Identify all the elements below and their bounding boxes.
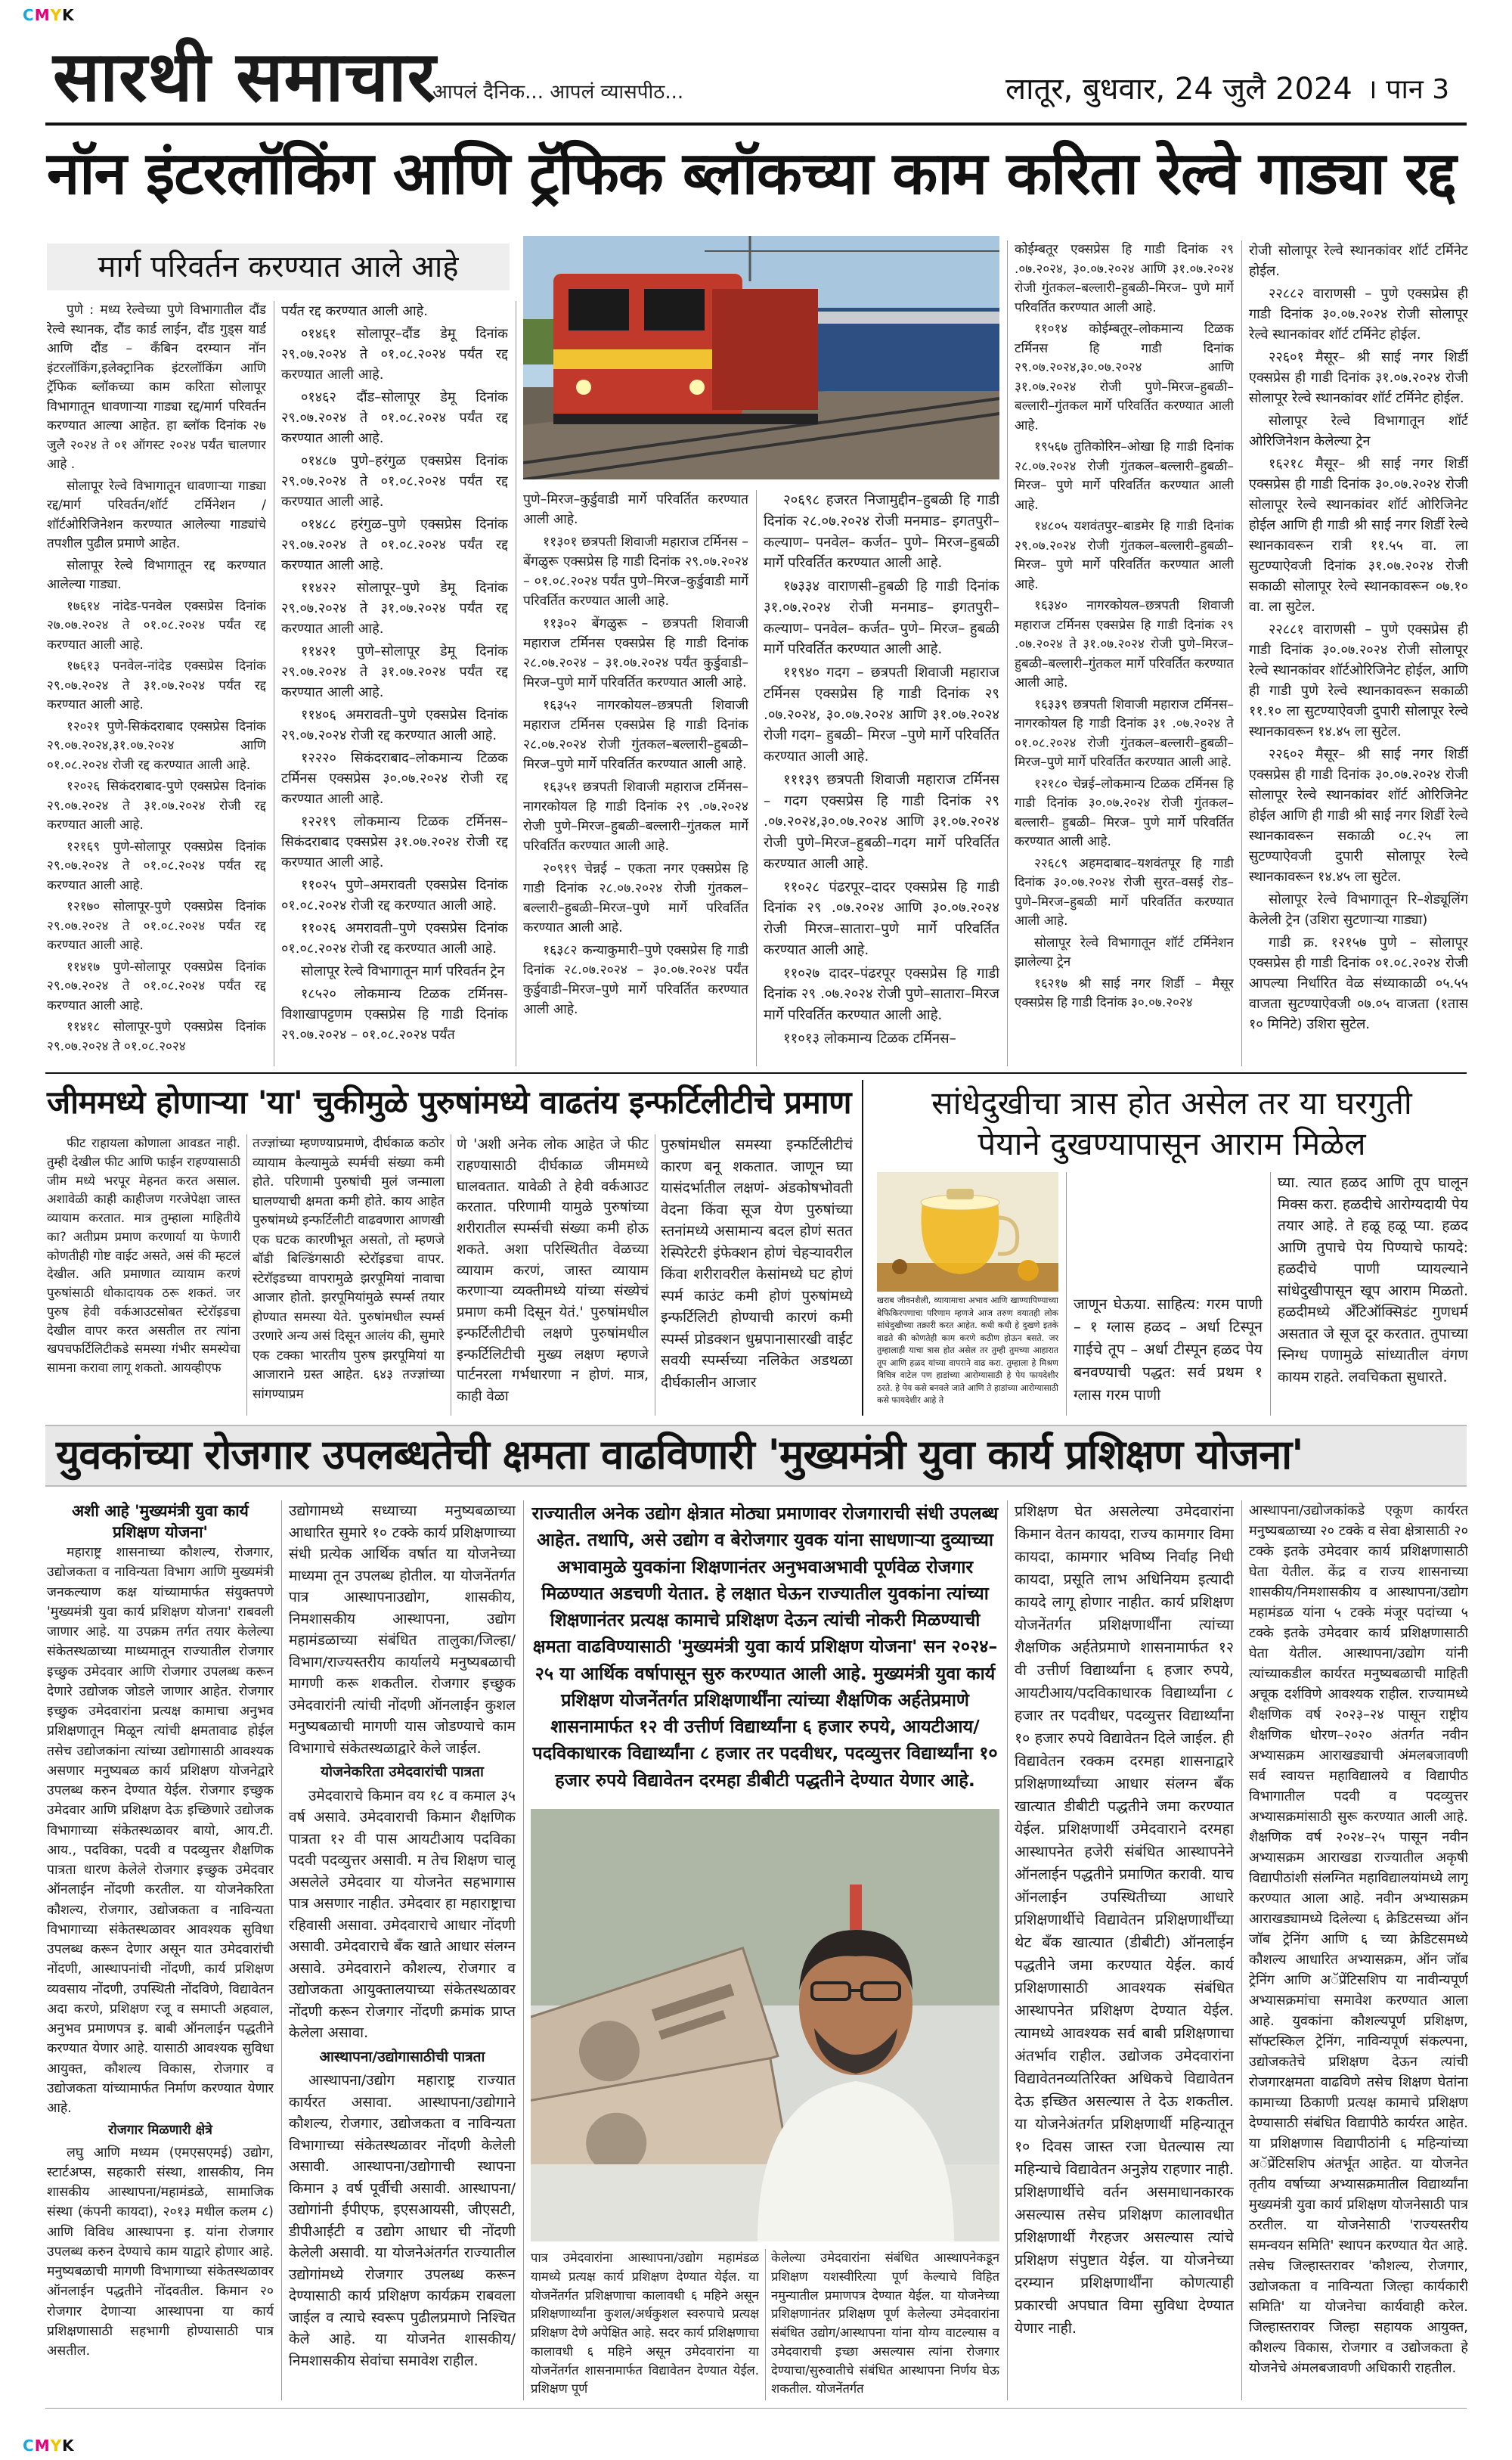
joint-pain-column-2: जाणून घेऊया. साहित्य: गरम पाणी – १ ग्लास हळद – अर्धा टिस्पून गाईचे तूप – अर्धा टीस्पून हळद पेय बनवण्याची पद्धत: सर्व प्रथम १ ग्लास गरम पाणी	[1074, 1295, 1263, 1404]
column-rule	[1007, 1500, 1008, 2400]
gym-column-1: फीट राहायला कोणाला आवडत नाही. तुम्ही देखील फीट आणि फाईन राहण्यासाठी जीम मध्ये भरपूर मेहनत करत असाल. अशावेळी काही काहीजण गरजेपेक्षा जास्त व्यायाम करतात. मात्र तुम्हाला माहितीये का? अतीप्रम प्रमाण करणार्या या फेणारी कोणतीही गोष्ट वाईट असते, असं की म्हटलं देखील. अति प्रमाणात व्यायाम करणं पुरुषांसाठी धोकादायक ठरू शकतं. जर पुरुष हेवी वर्कआउटसोबत स्टेरॉइडचा देखील वापर करत असतील तर त्यांना खपचफर्टिलिटीकडे समस्या गंभीर समस्येचा सामना करावा लागू शकतो. आयव्हीएफ	[47, 1136, 240, 1375]
masthead-rule	[45, 123, 1467, 126]
lead-headline: नॉन इंटरलॉकिंग आणि ट्रॅफिक ब्लॉकच्या काम करिता रेल्वे गाड्या रद्द	[47, 140, 1456, 208]
yojana-headline: युवकांच्या रोजगार उपलब्धतेची क्षमता वाढविणारी 'मुख्यमंत्री युवा कार्य प्रशिक्षण योजना'	[56, 1431, 1303, 1478]
joint-pain-headline-line-2: पेयाने दुखण्यापासून आराम मिळेल	[978, 1125, 1366, 1162]
turmeric-tea-photo	[877, 1172, 1058, 1292]
column-rule	[1270, 1172, 1271, 1416]
lead-column-4: २०६९८ हजरत निजामुद्दीन–हुबळी हि गाडी दिनांक २८.०७.२०२४ रोजी मनमाड– इगतपुरी– कल्याण– पनवेल– कर्जत– पुणे– मिरज–हुबळी मार्गे परिवर्तित करण्यात आली आहे. १७३३४ वाराणसी–हुबळी हि गाडी दिनांक ३१.०७.२०२४ रोजी मनमाड– इगतपुरी– कल्याण– पनवेल– कर्जत– पुणे– मिरज– हुबळी मार्गे परिवर्तित करण्यात आली आहे. ११९४० गदग – छत्रपती शिवाजी महाराज टर्मिनस एक्सप्रेस हि गाडी दिनांक २९ .०७.२०२४, ३०.०७.२०२४ आणि ३१.०७.२०२४ रोजी गदग– हुबळी– मिरज –पुणे मार्गे परिवर्तित करण्यात आली आहे. १११३९ छत्रपती शिवाजी महाराज टर्मिनस – गदग एक्सप्रेस हि गाडी दिनांक २९ .०७.२०२४,३०.०७.२०२४ आणि ३१.०७.२०२४ रोजी पुणे–मिरज–हुबळी–गदग मार्गे परिवर्तित करण्यात आली आहे. ११०२८ पंढरपूर–दादर एक्सप्रेस हि गाडी दिनांक २९ .०७.२०२४ आणि ३०.०७.२०२४ रोजी मिरज–सातारा–पुणे मार्गे परिवर्तित करण्यात आली आहे. ११०२७ दादर–पंढरपूर एक्सप्रेस हि गाडी दिनांक २९ .०७.२०२४ रोजी पुणे–सातारा–मिरज मार्गे परिवर्तित करण्यात आली आहे. ११०१३ लोकमान्य टिळक टर्मिनस–	[764, 492, 999, 1047]
print-color-mark-top: CMYK	[23, 6, 75, 24]
gym-column-2: तज्ज्ञांच्या म्हणण्याप्रमाणे, दीर्घकाळ कठोर व्यायाम केल्यामुळे स्पर्मची संख्या कमी होते. परिणामी पुरुषांची मुलं जन्माला घालण्याची क्षमता कमी होते. काय आहेत पुरुषांमध्ये इन्फर्टिलीटी वाढवणारा आणखी एक घटक कारणीभूत असतो, तो म्हणजे बॉडी बिल्डिंगसाठी स्टेरॉइडचा वापर. स्टेरॉइडच्या वापरामुळे झरपूमियां नावाचा आजार होतो. झरपूमियांमुळे स्पर्म्स तयार होण्यात समस्या येते. पुरुषांमधील स्पर्म्स उरणारे अन्य असं दिसून आलंय की, सुमारे एक टक्का भारतीय पुरुष झरपूमियां या आजाराने ग्रस्त आहेत. ६४३ तज्ज्ञांच्या सांगण्याप्रम	[253, 1136, 445, 1402]
yojana-column-2: उद्योगामध्ये सध्याच्या मनुष्यबळाच्या आधारित सुमारे १० टक्के कार्य प्रशिक्षणाच्या संधी प्रत्येक आर्थिक वर्षात या योजनेच्या माध्यमा तून उपलब्ध होतील. या योजनेंतर्गत पात्र आस्थापनाउद्योग, शासकीय, निमशासकीय आस्थापना, उद्योग महामंडळाच्या संबंधित तालुका/जिल्हा/विभाग/राज्यस्तरीय कार्यालये मनुष्यबळाची मागणी करू शकतील. रोजगार इच्छुक उमेदवारांनी त्यांची नोंदणी ऑनलाईन कुशल मनुष्यबळाची मागणी यास जोडण्याचे काम विभागाचे संकेतस्थळाद्वारे केले जाईल. योजनेकरिता उमेदवारांची पात्रता उमेदवाराचे किमान वय १८ व कमाल ३५ वर्ष असावे. उमेदवाराची किमान शैक्षणिक पात्रता १२ वी पास आयटीआय पदविका पदवी पदव्युत्तर असावी. म तेच शिक्षण चालू असलेले उमेदवार या योजनेत सहभागास पात्र असणार नाहीत. उमेदवार हा महाराष्ट्राचा रहिवासी असावा. उमेदवाराचे आधार नोंदणी असावी. उमेदवाराचे बँक खाते आधार संलग्न असावे. उमेदवाराने कौशल्य, रोजगार व उद्योजकता आयुक्तालयाच्या संकेतस्थळावर नोंदणी करून रोजगार नोंदणी क्रमांक प्राप्त केलेला असावा. आस्थापना/उद्योगासाठीची पात्रता आस्थापना/उद्योग महाराष्ट्र राज्यात कार्यरत असावा. आस्थापना/उद्योगाने कौशल्य, रोजगार, उद्योजकता व नाविन्यता विभागाच्या संकेतस्थळावर नोंदणी केलेली असावी. आस्थापना/उद्योगाची स्थापना किमान ३ वर्ष पूर्वीची असावी. आस्थापना/उद्योगांनी ईपीएफ, इएसआयसी, जीएसटी, डीपीआईटी व उद्योग आधार ची नोंदणी केलेली असावी. या योजनेअंतर्गत राज्यातील उद्योगांमध्ये रोजगार उपलब्ध करून देण्यासाठी कार्य प्रशिक्षण कार्यक्रम राबवला जाईल व त्याचे स्वरूप पुढीलप्रमाणे निश्चित केले आहे. या योजनेत शासकीय/निमशासकीय सेवांचा समावेश राहील.	[289, 1503, 516, 2369]
masthead-tagline: आपलं दैनिक... आपलं व्यासपीठ...	[432, 81, 684, 104]
joint-pain-column-3: घ्या. त्यात हळद आणि तूप घालून मिक्स करा. हळदीचे आरोग्यदायी पेय तयार आहे. ते हळू हळू प्या. हळद आणि तुपाचे पेय पिण्याचे फायदे: हळदीचे पाणी प्यायल्याने सांधेदुखीपासून खूप आराम मिळतो. हळदीमध्ये अँटिऑक्सिडंट गुणधर्म असतात जे सूज दूर करतात. तुपाच्या स्निग्ध पणामुळे सांध्यातील वंगण कायम राहते. लवचिकता सुधारते.	[1278, 1174, 1468, 1385]
lead-column-3: पुणे–मिरज–कुर्डुवाडी मार्गे परिवर्तित करण्यात आली आहे. ११३०१ छत्रपती शिवाजी महाराज टर्मिनस – बेंगळुरू एक्सप्रेस हि गाडी दिनांक २९.०७.२०२४ – ०१.०८.२०२४ पर्यंत पुणे–मिरज–कुर्डुवाडी मार्गे परिवर्तित करण्यात आली आहे. ११३०२ बेंगळुरू – छत्रपती शिवाजी महाराज टर्मिनस एक्सप्रेस हि गाडी दिनांक २८.०७.२०२४ – ३१.०७.२०२४ पर्यंत कुर्डुवाडी–मिरज–पुणे मार्गे परिवर्तित करण्यात आली आहे. १६३५२ नागरकोयल–छत्रपती शिवाजी महाराज टर्मिनस एक्सप्रेस हि गाडी दिनांक २८.०७.२०२४ रोजी गुंतकल–बल्लारी–हुबळी–मिरज–पुणे मार्गे परिवर्तित करण्यात आली आहे. १६३५१ छत्रपती शिवाजी महाराज टर्मिनस–नागरकोयल हि गाडी दिनांक २९ .०७.२०२४ रोजी पुणे–मिरज–हुबळी–बल्लारी–गुंतकल मार्गे परिवर्तित करण्यात आली आहे. २०९१९ चेन्नई – एकता नगर एक्सप्रेस हि गाडी दिनांक २८.०७.२०२४ रोजी गुंतकल–बल्लारी–हुबळी–मिरज–पुणे मार्गे परिवर्तित करण्यात आली आहे. १६३८२ कन्याकुमारी–पुणे एक्सप्रेस हि गाडी दिनांक २८.०७.२०२४ – ३०.०७.२०२४ पर्यंत कुर्डुवाडी–मिरज–पुणे मार्गे परिवर्तित करण्यात आली आहे.	[523, 492, 748, 1018]
bottom-rule	[45, 2408, 1467, 2409]
lead-column-2: पर्यंत रद्द करण्यात आली आहे. ०१४६१ सोलापूर–दौंड डेमू दिनांक २९.०७.२०२४ ते ०१.०८.२०२४ पर्यंत रद्द करण्यात आली आहे. ०१४६२ दौंड–सोलापूर डेमू दिनांक २९.०७.२०२४ ते ०१.०८.२०२४ पर्यंत रद्द करण्यात आली आहे. ०१४८७ पुणे–हरंगुळ एक्सप्रेस दिनांक २९.०७.२०२४ ते ०१.०८.२०२४ पर्यंत रद्द करण्यात आली आहे. ०१४८८ हरंगुळ–पुणे एक्सप्रेस दिनांक २९.०७.२०२४ ते ०१.०८.२०२४ पर्यंत रद्द करण्यात आली आहे. ११४२२ सोलापूर–पुणे डेमू दिनांक २९.०७.२०२४ ते ३१.०७.२०२४ पर्यंत रद्द करण्यात आली आहे. ११४२१ पुणे–सोलापूर डेमू दिनांक २९.०७.२०२४ ते ३१.०७.२०२४ पर्यंत रद्द करण्यात आली आहे. ११४०६ अमरावती–पुणे एक्सप्रेस दिनांक २९.०७.२०२४ रोजी रद्द करण्यात आली आहे. १२२२० सिकंदराबाद–लोकमान्य टिळक टर्मिनस एक्सप्रेस ३०.०७.२०२४ रोजी रद्द करण्यात आली आहे. १२२१९ लोकमान्य टिळक टर्मिनस–सिकंदराबाद एक्सप्रेस ३१.०७.२०२४ रोजी रद्द करण्यात आली आहे. ११०२५ पुणे–अमरावती एक्सप्रेस दिनांक ०१.०८.२०२४ रोजी रद्द करण्यात आली आहे. ११०२६ अमरावती–पुणे एक्सप्रेस दिनांक ०१.०८.२०२४ रोजी रद्द करण्यात आली आहे. सोलापूर रेल्वे विभागातून मार्ग परिवर्तन ट्रेन १८५२० लोकमान्य टिळक टर्मिनस-विशाखापट्टणम एक्सप्रेस हि गाडी दिनांक २९.०७.२०२४ – ०१.०८.२०२४ पर्यंत	[281, 303, 508, 1043]
gym-story-headline: जीममध्ये होणाऱ्या 'या' चुकीमुळे पुरुषांमध्ये वाढतंय इन्फर्टिलीटीचे प्रमाण	[47, 1084, 852, 1121]
lead-subhead: मार्ग परिवर्तन करण्यात आले आहे	[47, 244, 510, 290]
yojana-column-5: प्रशिक्षण घेत असलेल्या उमेदवारांना किमान वेतन कायदा, राज्य कामगार विमा कायदा, कामगार भविष्य निर्वाह निधी कायदा, प्रसूति लाभ अधिनियम इत्यादी कायदे लागू होणार नाहीत. कार्य प्रशिक्षण योजनेंतर्गत प्रशिक्षणार्थींना त्यांच्या शैक्षणिक अर्हतेप्रमाणे शासनामार्फत १२ वी उत्तीर्ण विद्यार्थ्यांना ६ हजार रुपये, आयटीआय/पदविकाधारक विद्यार्थ्यांना ८ हजार तर पदवीधर, पदव्युत्तर विद्यार्थ्यांना १० हजार रुपये विद्यावेतन दिले जाईल. ही विद्यावेतन रक्कम दरमहा शासनाद्वारे प्रशिक्षणार्थ्यांच्या आधार संलग्न बँक खात्यात डीबीटी पद्धतीने जमा करण्यात येईल. प्रशिक्षणार्थी उमेदवाराने दरमहा आस्थापनेत हजेरी संबंधित आस्थापनेने ऑनलाईन पद्धतीने प्रमाणित करावी. याच ऑनलाईन उपस्थितीच्या आधारे प्रशिक्षणार्थीचे विद्यावेतन प्रशिक्षणार्थींच्या थेट बँक खात्यात (डीबीटी) ऑनलाईन पद्धतीने जमा करण्यात येईल. कार्य प्रशिक्षणासाठी आवश्यक संबंधित आस्थापनेत प्रशिक्षण देण्यात येईल. त्यामध्ये आवश्यक सर्व बाबी प्रशिक्षणाचा अंतर्भाव राहील. उद्योजक उमेदवारांना विद्यावेतनव्यतिरिक्त अधिकचे विद्यावेतन देऊ इच्छित असल्यास ते देऊ शकतील. या योजनेअंतर्गत प्रशिक्षणार्थी महिन्यातून १० दिवस जास्त रजा घेतल्यास त्या महिन्याचे विद्यावेतन अनुज्ञेय राहणार नाही. प्रशिक्षणार्थीचे वर्तन असमाधानकारक असल्यास तसेच प्रशिक्षण कालावधीत प्रशिक्षणार्थी गैरहजर असल्यास त्यांचे प्रशिक्षण संपुष्टात येईल. या योजनेच्या दरम्यान प्रशिक्षणार्थींना कोणत्याही प्रकारची अपघात विमा सुविधा देण्यात येणार नाही.	[1015, 1503, 1234, 2337]
yojana-column-4: केलेल्या उमेदवारांना संबंधित आस्थापनेकडून प्रशिक्षण यशस्वीरित्या पूर्ण केल्याचे विहित नमुन्यातील प्रमाणपत्र देण्यात येईल. या योजनेच्या प्रशिक्षणानंतर प्रशिक्षण पूर्ण केलेल्या उमेदवारांना संबंधित उद्योग/आस्थापना यांना योग्य वाटल्यास व उमेदवाराची इच्छा असल्यास त्यांना रोजगार देण्याचा/सुरुवातीचे संबंधित आस्थापना निर्णय घेऊ शकतील. योजनेंतर्गत	[771, 2251, 999, 2396]
gym-column-4: पुरुषांमधील समस्या इन्फर्टिलीटीचं कारण बनू शकतात. जाणून घ्या यासंदर्भातील लक्षणं- अंडकोषभोवती वेदना किंवा सूज येण पुरुषांच्या स्तनांमध्ये असामान्य बदल होणं सतत रेस्पिरेटरी इंफेक्शन होणं चेहऱ्यावरील किंवा शरीरावरील केसांमध्ये घट होणं स्पर्म काउंट कमी होणं पुरुषांमध्ये इन्फर्टिलिटी होण्याची कारणं कमी स्पर्म्स प्रोडक्शन धुम्रपानासारखी वाईट सवयी स्पर्म्सच्या नलिकेत अडथळा दीर्घकालीन आजार	[661, 1137, 853, 1391]
lead-column-6: रोजी सोलापूर रेल्वे स्थानकांवर शॉर्ट टर्मिनेट होईल. २२८८२ वाराणसी – पुणे एक्सप्रेस ही गाडी दिनांक ३०.०७.२०२४ रोजी सोलापूर रेल्वे स्थानकांवर शॉर्ट टर्मिनेट होईल. २२६०१ मैसूर– श्री साई नगर शिर्डी एक्सप्रेस ही गाडी दिनांक ३१.०७.२०२४ रोजी सोलापूर रेल्वे स्थानकांवर शॉर्ट टर्मिनेट होईल. सोलापूर रेल्वे विभागातून शॉर्ट ओरिजिनेशन केलेल्या ट्रेन १६२१८ मैसूर– श्री साई नगर शिर्डी एक्सप्रेस ही गाडी दिनांक ३०.०७.२०२४ रोजी सोलापूर रेल्वे स्थानकांवर शॉर्ट ओरिजिनेट होईल आणि ही गाडी श्री साई नगर शिर्डी रेल्वे स्थानकावरून रात्री ११.५५ वा. ला सुटण्याऐवजी दिनांक ३१.०७.२०२४ रोजी सकाळी सोलापूर रेल्वे स्थानकावरून ०७.१० वा. ला सुटेल. २२८८१ वाराणसी – पुणे एक्सप्रेस ही गाडी दिनांक ३०.०७.२०२४ रोजी सोलापूर रेल्वे स्थानकांवर शॉर्टओरिजिनेट होईल, आणि ही गाडी पुणे रेल्वे स्थानकावरून सकाळी ११.१० ला सुटण्याऐवजी दुपारी सोलापूर रेल्वे स्थानकावरून १४.४५ ला सुटेल. २२६०२ मैसूर– श्री साई नगर शिर्डी एक्सप्रेस ही गाडी दिनांक ३०.०७.२०२४ रोजी सोलापूर रेल्वे स्थानकांवर शॉर्ट ओरिजिनेट होईल आणि ही गाडी श्री साई नगर शिर्डी रेल्वे स्थानकावरून सकाळी ०८.२५ ला सुटण्याऐवजी दुपारी सोलापूर रेल्वे स्थानकावरून १४.४५ ला सुटेल. सोलापूर रेल्वे विभागातून रि–शेड्यूलिंग केलेली ट्रेन (उशिरा सुटणाऱ्या गाड्या) गाडी क्र. १२१५७ पुणे – सोलापूर एक्सप्रेस ही गाडी दिनांक ०१.०८.२०२४ रोजी आपल्या निर्धारित वेळ संध्याकाळी ०५.५५ वाजता सुटण्याऐवजी ०७.०५ वाजता (१तास १० मिनिटे) उशिरा सुटेल.	[1249, 243, 1468, 1032]
joint-pain-column-1: खराब जीवनशैली, व्यायामाचा अभाव आणि खाण्यापिण्याच्या बेफिकिरपणाचा परिणाम म्हणजे आज तरुण वयातही लोक सांधेदुखीच्या तक्रारी करत आहेत. कधी कधी हे दुखणे इतके वाढते की कोणतेही काम करणे कठीण होऊन बसते. जर तुम्हालाही याचा त्रास होत असेल तर तुम्ही तुमच्या आहारात तूप आणि हळद यांच्या वापराने वाढ करा. तुम्हाला हे मिश्रण विचित्र वाटेल पण हाडांच्या आरोग्यासाठी हे पेय फायदेशीर ठरते. हे पेय कसे बनवले जाते आणि ते हाडांच्या आरोग्यासाठी कसे फायदेशीर आहे ते	[877, 1295, 1058, 1405]
column-rule	[523, 1500, 524, 2400]
gym-column-3: णे 'अशी अनेक लोक आहेत जे फीट राहण्यासाठी दीर्घकाळ जीममध्ये घालवतात. यावेळी ते हेवी वर्कआउट करतात. परिणामी यामुळे पुरुषांच्या शरीरातील स्पर्म्सची संख्या कमी होऊ शकते. अशा परिस्थितीत वेळच्या व्यायाम करणं, जास्त व्यायाम करणाऱ्या व्यक्तीमध्ये यांच्या संख्येचं प्रमाण कमी दिसून येतं.' पुरुषांमधील इन्फर्टिलीटीची लक्षणे पुरुषांमधील इन्फर्टिलिटीची मुख्य लक्षण म्हणजे पार्टनरला गर्भधारणा न होणं. मात्र, काही वेळा	[457, 1137, 649, 1404]
masthead-dateline: लातूर, बुधवार, 24 जुलै 2024	[1005, 72, 1352, 107]
column-rule	[765, 2249, 766, 2400]
chief-minister-photo	[531, 1809, 999, 2241]
masthead-title: सारथी समाचार	[53, 36, 437, 117]
yojana-highlight-box: राज्यातील अनेक उद्योग क्षेत्रात मोठ्या प्रमाणावर रोजगाराची संधी उपलब्ध आहेत. तथापि, असे उद्योग व बेरोजगार युवक यांना साधणाऱ्या दुव्याच्या अभावामुळे युवकांना शिक्षणानंतर अनुभवाअभावी पूर्णवेळ रोजगार मिळण्यात अडचणी येतात. हे लक्षात घेऊन राज्यातील युवकांना त्यांच्या शिक्षणानंतर प्रत्यक्ष कामाचे प्रशिक्षण देऊन त्यांची नोकरी मिळण्याची क्षमता वाढविण्यासाठी 'मुख्यमंत्री युवा कार्य प्रशिक्षण योजना' सन २०२४–२५ या आर्थिक वर्षापासून सुरु करण्यात आली आहे. मुख्यमंत्री युवा कार्य प्रशिक्षण योजनेंतर्गत प्रशिक्षणार्थींना त्यांच्या शैक्षणिक अर्हतेप्रमाणे शासनामार्फत १२ वी उत्तीर्ण विद्यार्थ्यांना ६ हजार रुपये, आयटीआय/पदविकाधारक विद्यार्थ्यांना ८ हजार तर पदवीधर, पदव्युत्तर विद्यार्थ्यांना १० हजार रुपये विद्यावेतन दरमहा डीबीटी पद्धतीने देण्यात येणार आहे.	[531, 1503, 999, 1791]
railway-locomotive-photo	[523, 236, 999, 479]
column-rule	[281, 1500, 282, 2400]
story-separator	[862, 1080, 863, 1416]
column-rule	[1241, 240, 1242, 1066]
yojana-column-3: पात्र उमेदवारांना आस्थापना/उद्योग महामंडळ यामध्ये प्रत्यक्ष कार्य प्रशिक्षण देण्यात येईल. या योजनेंतर्गत प्रशिक्षणाचा कालावधी ६ महिने असून प्रशिक्षणार्थ्यांना कुशल/अर्धकुशल स्वरुपाचे प्रत्यक्ष प्रशिक्षण देणे अपेक्षित आहे. सदर कार्य प्रशिक्षणाचा कालावधी ६ महिने असून उमेदवारांना या योजनेंतर्गत शासनामार्फत विद्यावेतन देण्यात येईल. प्रशिक्षण पूर्ण	[531, 2251, 759, 2396]
column-rule	[1007, 240, 1008, 1066]
yojana-column-6: आस्थापना/उद्योजकांकडे एकूण कार्यरत मनुष्यबळाच्या २० टक्के व सेवा क्षेत्रासाठी २० टक्के इतके उमेदवार कार्य प्रशिक्षणासाठी घेता येतील. केंद्र व राज्य शासनाच्या शासकीय/निमशासकीय व आस्थापना/उद्योग महामंडळ यांना ५ टक्के मंजूर पदांच्या ५ टक्के इतके उमेदवार कार्य प्रशिक्षणासाठी घेता येतील. आस्थापना/उद्योग यांनी त्यांच्याकडील कार्यरत मनुष्यबळाची माहिती अचूक दर्शविणे आवश्यक राहील. राज्यामध्ये शैक्षणिक वर्ष २०२३–२४ पासून राष्ट्रीय शैक्षणिक धोरण–२०२० अंतर्गत नवीन अभ्यासक्रम आराखड्याची अंमलबजावणी सर्व स्वायत्त महाविद्यालये व विद्यापीठ विभागातील पदवी व पदव्युत्तर अभ्यासक्रमांसाठी सुरू करण्यात आली आहे. शैक्षणिक वर्ष २०२४–२५ पासून नवीन अभ्यासक्रम आराखडा राज्यातील अकृषी विद्यापीठांशी संलग्नित महाविद्यालयांमध्ये लागू करण्यात आला आहे. नवीन अभ्यासक्रम आराखड्यामध्ये दिलेल्या ६ क्रेडिटसच्या ऑन जॉब ट्रेनिंग आणि ६ च्या क्रेडिटसमध्ये कौशल्य आधारित अभ्यासक्रम, ऑन जॉब ट्रेनिंग आणि अॅप्रेंटिसशिप या नावीन्यपूर्ण अभ्यासक्रमांचा समावेश करण्यात आला आहे. युवकांना कौशल्यपूर्ण प्रशिक्षण, सॉफ्टस्किल ट्रेनिंग, नाविन्यपूर्ण संकल्पना, उद्योजकतेचे प्रशिक्षण देऊन त्यांची रोजगारक्षमता वाढविणे तसेच शिक्षण घेतांना कामाच्या ठिकाणी प्रत्यक्ष कामाचे प्रशिक्षण देण्यासाठी संबंधित विद्यापीठे कार्यरत आहेत. या प्रशिक्षणास विद्यापीठांनी ६ महिन्यांच्या अॅप्रेंटिसशिप अंतर्भूत आहेत. या योजनेत तृतीय वर्षाच्या अभ्यासक्रमातील विद्यार्थ्यांना मुख्यमंत्री युवा कार्य प्रशिक्षण योजनेसाठी पात्र ठरतील. या योजनेसाठी 'राज्यस्तरीय समन्वयन समिति' स्थापन करण्यात येत आहे. तसेच जिल्हास्तरावर 'कौशल्य, रोजगार, उद्योजकता व नाविन्यता जिल्हा कार्यकारी समिति' या योजनेचा कार्यवाही करेल. जिल्हास्तरावर जिल्हा सहायक आयुक्त, कौशल्य विकास, रोजगार व उद्योजकता हे योजनेचे अंमलबजावणी अधिकारी राहतील.	[1249, 1503, 1468, 2376]
column-rule	[1241, 1500, 1242, 2400]
column-rule	[1066, 1172, 1067, 1416]
joint-pain-headline-line-1: सांधेदुखीचा त्रास होत असेल तर या घरगुती	[931, 1084, 1412, 1121]
lead-column-5: कोईम्बतूर एक्सप्रेस हि गाडी दिनांक २९ .०७.२०२४, ३०.०७.२०२४ आणि ३१.०७.२०२४ रोजी गुंतकल–बल्लारी–हुबळी–मिरज– पुणे मार्गे परिवर्तित करण्यात आली आहे. ११०१४ कोईम्बतूर–लोकमान्य टिळक टर्मिनस हि गाडी दिनांक २९.०७.२०२४,३०.०७.२०२४ आणि ३१.०७.२०२४ रोजी पुणे–मिरज–हुबळी–बल्लारी–गुंतकल मार्गे परिवर्तित करण्यात आली आहे. १९५६७ तुतिकोरिन–ओखा हि गाडी दिनांक २८.०७.२०२४ रोजी गुंतकल–बल्लारी–हुबळी–मिरज– पुणे मार्गे परिवर्तित करण्यात आली आहे. १४८०५ यशवंतपुर–बाडमेर हि गाडी दिनांक २९.०७.२०२४ रोजी गुंतकल–बल्लारी–हुबळी–मिरज– पुणे मार्गे परिवर्तित करण्यात आली आहे. १६३४० नागरकोयल–छत्रपती शिवाजी महाराज टर्मिनस एक्सप्रेस हि गाडी दिनांक २९ .०७.२०२४ ते ३१.०७.२०२४ रोजी पुणे–मिरज–हुबळी–बल्लारी–गुंतकल मार्गे परिवर्तित करण्यात आली आहे. १६३३९ छत्रपती शिवाजी महाराज टर्मिनस–नागरकोयल हि गाडी दिनांक ३१ .०७.२०२४ ते ०१.०८.२०२४ रोजी गुंतकल–बल्लारी–हुबळी–मिरज–पुणे मार्गे परिवर्तित करण्यात आली आहे. १२१८० चेन्नई–लोकमान्य टिळक टर्मिनस हि गाडी दिनांक ३०.०७.२०२४ रोजी गुंतकल– बल्लारी– हुबळी– मिरज– पुणे मार्गे परिवर्तित करण्यात आली आहे. २२६८९ अहमदाबाद–यशवंतपूर हि गाडी दिनांक ३०.०७.२०२४ रोजी सुरत–वसई रोड–पुणे–मिरज–हुबळी मार्गे परिवर्तित करण्यात आली आहे. सोलापूर रेल्वे विभागातून शॉर्ट टर्मिनेशन झालेल्या ट्रेन १६२१७ श्री साई नगर शिर्डी – मैसूर एक्सप्रेस हि गाडी दिनांक ३०.०७.२०२४	[1015, 242, 1234, 1010]
column-rule	[756, 490, 757, 1066]
joint-pain-headline	[877, 1083, 1467, 1165]
yojana-column-1: महाराष्ट्र शासनाच्या कौशल्य, रोजगार, उद्योजकता व नाविन्यता विभाग आणि मुख्यमंत्री जनकल्याण कक्ष यांच्यामार्फत संयुक्तपणे 'मुख्यमंत्री युवा कार्य प्रशिक्षण योजना' राबवली जाणार आहे. या उपक्रम तर्गत तयार केलेल्या संकेतस्थळाच्या माध्यमातून राज्यातील रोजगार इच्छुक उमेदवार आणि रोजगार उपलब्ध करून देणारे उद्योजक जोडले जाणार आहेत. रोजगार इच्छुक उमेदवारांना प्रत्यक्ष कामाचा अनुभव प्रशिक्षणातून मिळून त्यांची क्षमतावाढ होईल तसेच उद्योजकांना त्यांच्या उद्योगासाठी आवश्यक असणार मनुष्यबळ कार्य प्रशिक्षण योजनेद्वारे उपलब्ध करुन देण्यात येईल. रोजगार इच्छुक उमेदवार आणि प्रशिक्षण देऊ इच्छिणारे उद्योजक विभागाच्या संकेतस्थळावर बायो, आय.टी. आय., पदविका, पदवी व पदव्युत्तर शैक्षणिक पात्रता धारण केलेले रोजगार इच्छुक उमेदवार ऑनलाईन नोंदणी करतील. या योजनेकरिता कौशल्य, रोजगार, उद्योजकता व नाविन्यता विभागाच्या संकेतस्थळावर आवश्यक सुविधा उपलब्ध करून देणार असून यात उमेदवारांची नोंदणी, आस्थापनांची नोंदणी, कार्य प्रशिक्षण व्यवसाय नोंदणी, उपस्थिती नोंदविणे, विद्यावेतन अदा करणे, प्रशिक्षण रजू व समाप्ती अहवाल, अनुभव प्रमाणपत्र इ. बाबी ऑनलाईन पद्धतीने करण्यात येणार आहे. यासाठी आवश्यक सुविधा आयुक्त, कौशल्य विकास, रोजगार व उद्योजकता यांच्यामार्फत निर्माण करण्यात येणार आहे. रोजगार मिळणारी क्षेत्रे लघु आणि मध्यम (एमएसएमई) उद्योग, स्टार्टअप्स, सहकारी संस्था, शासकीय, निम शासकीय आस्थापना/महामंडळे, सामाजिक संस्था (कंपनी कायदा), २०१३ मधील कलम ८) आणि विविध आस्थापना इ. यांना रोजगार उपलब्ध करुन देण्याचे काम याद्वारे होणार आहे. मनुष्यबळाची मागणी विभागाच्या संकेतस्थळावर ऑनलाईन पद्धतीने नोंदवतील. किमान २० रोजगार देणाऱ्या आस्थापना या कार्य प्रशिक्षणासाठी सहभागी होण्यासाठी पात्र असतील.	[47, 1545, 274, 2359]
lead-column-1: पुणे : मध्य रेल्वेच्या पुणे विभागातील दौंड रेल्वे स्थानक, दौंड कार्ड लाईन, दौंड गुड्स यार्ड आणि दौंड – कँबिन दरम्यान नॉन इंटरलॉकिंग,इलेक्ट्रानिक इंटरलॉकिंग आणि ट्रॅफिक ब्लॉकच्या काम करिता सोलापूर विभागातून धावणाऱ्या गाड्या रद्द/मार्ग परिवर्तन करण्यात आल्या आहेत. हा ब्लॉक दिनांक २७ जुलै २०२४ ते ०१ ऑगस्ट २०२४ पर्यंत चालणार आहे . सोलापूर रेल्वे विभागातून धावणाऱ्या गाड्या रद्द/मार्ग परिवर्तन/शॉर्ट टर्मिनेशन / शॉर्टओरिजिनेशन करण्यात आलेल्या गाड्यांचे तपशील पुढील प्रमाणे आहेत. सोलापूर रेल्वे विभागातून रद्द करण्यात आलेल्या गाड्या. १७६१४ नांदेड-पनवेल एक्सप्रेस दिनांक २७.०७.२०२४ ते ०१.०८.२०२४ पर्यंत रद्द करण्यात आली आहे. १७६१३ पनवेल-नांदेड एक्सप्रेस दिनांक २९.०७.२०२४ ते ३१.०७.२०२४ पर्यंत रद्द करण्यात आली आहे. १२०२१ पुणे-सिकंदराबाद एक्सप्रेस दिनांक २९.०७.२०२४,३१.०७.२०२४ आणि ०१.०८.२०२४ रोजी रद्द करण्यात आली आहे. १२०२६ सिकंदराबाद-पुणे एक्सप्रेस दिनांक २९.०७.२०२४ ते ३१.०७.२०२४ रोजी रद्द करण्यात आली आहे. १२१६९ पुणे-सोलापूर एक्सप्रेस दिनांक २९.०७.२०२४ ते ०१.०८.२०२४ पर्यंत रद्द करण्यात आली आहे. १२१७० सोलापूर-पुणे एक्सप्रेस दिनांक २९.०७.२०२४ ते ०१.०८.२०२४ पर्यंत रद्द करण्यात आली आहे. ११४१७ पुणे-सोलापूर एक्सप्रेस दिनांक २९.०७.२०२४ ते ०१.०८.२०२४ पर्यंत रद्द करण्यात आली आहे. ११४१८ सोलापूर-पुणे एक्सप्रेस दिनांक २९.०७.२०२४ ते ०१.०८.२०२४	[47, 302, 266, 1054]
section-divider	[45, 1072, 1467, 1074]
column-rule	[246, 1134, 247, 1416]
page-number: । पान 3	[1367, 74, 1450, 105]
yojana-col1-title: अशी आहे 'मुख्यमंत्री युवा कार्य प्रशिक्षण योजना'	[72, 1502, 249, 1541]
print-color-mark-bottom: CMYK	[23, 2437, 75, 2455]
